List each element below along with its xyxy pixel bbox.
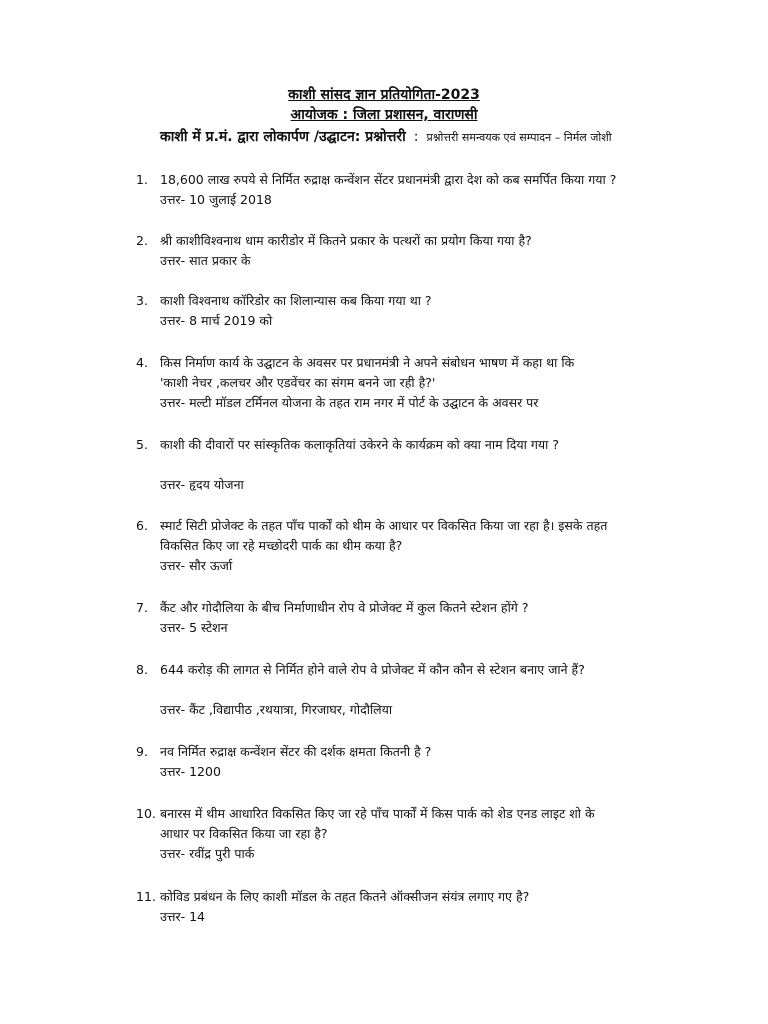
- question-item: [136, 742, 676, 782]
- question-number: 9.: [136, 744, 148, 759]
- question-item: [136, 231, 676, 271]
- document-title: काशी सांसद ज्ञान प्रतियोगिता-2023: [288, 87, 480, 103]
- question-number: 5.: [136, 437, 148, 452]
- question-item: [136, 887, 676, 927]
- question-text-continued: विकसित किए जा रहे मच्छोदरी पार्क का थीम कया है?: [160, 538, 403, 553]
- question-text: 18,600 लाख रुपये से निर्मित रुद्राक्ष कन्वेंशन सेंटर प्रधानमंत्री द्वारा देश को कब समर्पित किया गया ?: [160, 172, 617, 187]
- question-number: 11.: [136, 889, 156, 904]
- answer-text: उत्तर- 14: [160, 909, 205, 924]
- organizer-line: आयोजक : जिला प्रशासन, वाराणसी: [290, 107, 478, 123]
- heading-separator: :: [413, 129, 419, 145]
- answer-text: उत्तर- 10 जुलाई 2018: [160, 192, 272, 207]
- question-text: काशी की दीवारों पर सांस्कृतिक कलाकृतियां उकेरने के कार्यक्रम को क्या नाम दिया गया ?: [160, 437, 559, 452]
- question-text-continued: आधार पर विकसित किया जा रहा है?: [160, 826, 328, 841]
- answer-text: उत्तर- रवींद्र पुरी पार्क: [160, 846, 255, 861]
- question-item: [136, 353, 676, 413]
- answer-text: उत्तर- 1200: [160, 764, 221, 779]
- question-text: स्मार्ट सिटी प्रोजेक्ट के तहत पाँच पार्कों को थीम के आधार पर विकसित किया जा रहा है। इसके तहत: [160, 518, 608, 533]
- question-number: 3.: [136, 293, 148, 308]
- question-number: 4.: [136, 355, 148, 370]
- question-item: [136, 804, 676, 864]
- question-text: बनारस में थीम आधारित विकसित किए जा रहे पाँच पार्कों में किस पार्क को शेड एनड लाइट शो के: [160, 806, 595, 821]
- question-number: 6.: [136, 518, 148, 533]
- question-text-continued: 'काशी नेचर ,कलचर और एडवेंचर का संगम बनने जा रही है?': [160, 375, 436, 390]
- question-text: कोविड प्रबंधन के लिए काशी मॉडल के तहत कितने ऑक्सीजन संयंत्र लगाए गए है?: [160, 889, 530, 904]
- question-item: [136, 170, 676, 210]
- answer-text: उत्तर- सौर ऊर्जा: [160, 558, 233, 573]
- question-item: [136, 516, 676, 576]
- question-number: 1.: [136, 172, 148, 187]
- answer-text: उत्तर- मल्टी मॉडल टर्मिनल योजना के तहत राम नगर में पोर्ट के उद्घाटन के अवसर पर: [160, 395, 539, 410]
- question-number: 7.: [136, 600, 148, 615]
- answer-text: उत्तर- हृदय योजना: [160, 477, 244, 492]
- editor-credit: प्रश्नोत्तरी समन्वयक एवं सम्पादन – निर्मल जोशी: [426, 131, 612, 144]
- question-item: [136, 660, 676, 720]
- question-text: कैंट और गोदौलिया के बीच निर्माणाधीन रोप वे प्रोजेक्ट में कुल कितने स्टेशन होंगे ?: [160, 600, 529, 615]
- answer-text: उत्तर- कैंट ,विद्यापीठ ,रथयात्रा, गिरजाघर, गोदौलिया: [160, 702, 393, 717]
- question-text: नव निर्मित रुद्राक्ष कन्वेंशन सेंटर की दर्शक क्षमता कितनी है ?: [160, 744, 432, 759]
- question-text: श्री काशीविश्वनाथ धाम कारीडोर में कितने प्रकार के पत्थरों का प्रयोग किया गया है?: [160, 233, 532, 248]
- answer-text: उत्तर- 8 मार्च 2019 को: [160, 313, 273, 328]
- answer-text: उत्तर- 5 स्टेशन: [160, 620, 228, 635]
- answer-text: उत्तर- सात प्रकार के: [160, 253, 251, 268]
- question-item: [136, 598, 676, 638]
- question-item: [136, 435, 676, 495]
- question-item: [136, 291, 676, 331]
- question-number: 10.: [136, 806, 156, 821]
- section-heading: [0, 128, 768, 147]
- question-text: किस निर्माण कार्य के उद्घाटन के अवसर पर प्रधानमंत्री ने अपने संबोधन भाषण में कहा था कि: [160, 355, 575, 370]
- question-number: 8.: [136, 662, 148, 677]
- question-text: 644 करोड़ की लागत से निर्मित होने वाले रोप वे प्रोजेक्ट में कौन कौन से स्टेशन बनाए जाने हैं?: [160, 662, 585, 677]
- question-number: 2.: [136, 233, 148, 248]
- section-title: काशी में प्र.मं. द्वारा लोकार्पण /उद्घाटन: प्रश्नोत्तरी: [160, 129, 406, 145]
- question-text: काशी विश्वनाथ कॉरिडोर का शिलान्यास कब किया गया था ?: [160, 293, 432, 308]
